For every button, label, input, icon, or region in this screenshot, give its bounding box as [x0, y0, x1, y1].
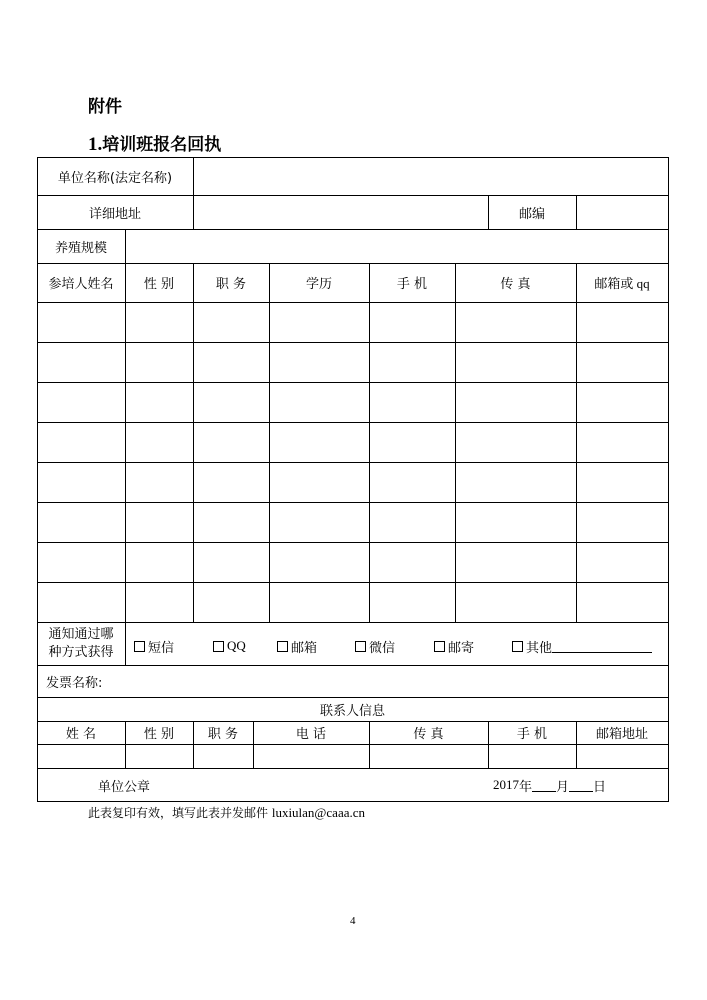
form-title-text: 培训班报名回执 [102, 135, 222, 155]
participant-cell[interactable] [456, 543, 576, 582]
participant-cell[interactable] [126, 343, 193, 382]
form-number: 1. [88, 134, 103, 155]
participant-cell[interactable] [577, 383, 668, 422]
date-line [493, 770, 606, 800]
participant-cell[interactable] [577, 343, 668, 382]
address-label: 详细地址 [88, 206, 141, 222]
contact-cell[interactable] [126, 745, 193, 768]
checkbox-icon[interactable] [213, 641, 224, 652]
participant-cell[interactable] [194, 503, 269, 542]
contact-cell[interactable] [38, 745, 125, 768]
notify-option-label: 其他 [526, 640, 553, 656]
participant-cell[interactable] [270, 303, 369, 342]
notify-label-line2: 种方式获得 [48, 645, 114, 660]
contact-section-title: 联系人信息 [319, 703, 385, 719]
notify-option-label: 短信 [148, 640, 175, 656]
date-day-char: 日 [593, 779, 607, 795]
contact-header-2: 性 别 [143, 727, 175, 742]
participant-cell[interactable] [270, 423, 369, 462]
participant-cell[interactable] [370, 463, 455, 502]
notify-option-5[interactable] [434, 634, 474, 658]
table-border-right [668, 157, 669, 802]
page-number: 4 [350, 915, 356, 927]
notify-option-label: QQ [227, 638, 246, 653]
contact-cell[interactable] [489, 745, 576, 768]
attachment-heading: 附件 [88, 97, 122, 117]
contact-header-4: 电 话 [295, 727, 327, 742]
notify-option-label: 微信 [369, 640, 396, 656]
checkbox-icon[interactable] [355, 641, 366, 652]
participant-header-7: 邮箱或 qq [594, 276, 650, 291]
participant-cell[interactable] [38, 463, 125, 502]
unit-name-field[interactable] [194, 158, 668, 195]
participant-cell[interactable] [194, 583, 269, 622]
footnote-text: 此表复印有效，填写此表并发邮件 [88, 806, 272, 820]
participant-cell[interactable] [270, 583, 369, 622]
invoice-name-label: 发票名称: [46, 675, 103, 691]
participant-cell[interactable] [38, 503, 125, 542]
unit-seal-label: 单位公章 [98, 779, 151, 795]
contact-cell[interactable] [254, 745, 369, 768]
contact-header-1: 姓 名 [65, 727, 97, 742]
month-blank[interactable] [532, 779, 556, 792]
participant-cell[interactable] [38, 543, 125, 582]
participant-cell[interactable] [194, 343, 269, 382]
participant-cell[interactable] [577, 303, 668, 342]
participant-cell[interactable] [370, 583, 455, 622]
table-line [37, 768, 669, 769]
participant-cell[interactable] [38, 583, 125, 622]
participant-cell[interactable] [370, 503, 455, 542]
address-field[interactable] [194, 196, 488, 229]
participant-cell[interactable] [456, 583, 576, 622]
invoice-name-field[interactable] [161, 666, 668, 697]
participant-cell[interactable] [126, 423, 193, 462]
table-border-bottom [37, 801, 669, 802]
notify-option-label: 邮箱 [291, 640, 318, 656]
participant-cell[interactable] [456, 383, 576, 422]
participant-cell[interactable] [38, 383, 125, 422]
participant-cell[interactable] [38, 423, 125, 462]
participant-cell[interactable] [370, 343, 455, 382]
unit-name-label: 单位名称(法定名称) [57, 170, 173, 186]
participant-header-4: 学历 [305, 277, 332, 292]
breeding-scale-field[interactable] [126, 230, 668, 263]
participant-cell[interactable] [194, 383, 269, 422]
participant-cell[interactable] [126, 303, 193, 342]
notify-option-6[interactable] [512, 634, 652, 658]
participant-cell[interactable] [270, 383, 369, 422]
breeding-scale-label: 养殖规模 [54, 240, 107, 256]
participant-header-6: 传 真 [500, 277, 531, 292]
notify-label-line1: 通知通过哪 [48, 627, 114, 642]
checkbox-icon[interactable] [434, 641, 445, 652]
contact-header-7: 邮箱地址 [595, 727, 648, 742]
participant-cell[interactable] [456, 423, 576, 462]
checkbox-icon[interactable] [277, 641, 288, 652]
participant-cell[interactable] [194, 463, 269, 502]
postcode-label: 邮编 [518, 206, 545, 222]
notify-option-4[interactable] [355, 634, 395, 658]
notify-method-label [37, 626, 125, 662]
date-year-char: 年 [519, 779, 533, 795]
participant-cell[interactable] [577, 463, 668, 502]
participant-cell[interactable] [577, 503, 668, 542]
contact-cell[interactable] [577, 745, 668, 768]
contact-header-5: 传 真 [413, 727, 444, 742]
table-line [125, 622, 126, 666]
checkbox-icon[interactable] [134, 641, 145, 652]
participant-header-5: 手 机 [396, 277, 428, 292]
date-month-char: 月 [556, 779, 570, 795]
participant-cell[interactable] [577, 543, 668, 582]
participant-header-3: 职 务 [215, 277, 247, 292]
notify-option-label: 邮寄 [448, 640, 475, 656]
participant-cell[interactable] [126, 383, 193, 422]
participant-cell[interactable] [126, 583, 193, 622]
checkbox-icon[interactable] [512, 641, 523, 652]
participant-cell[interactable] [370, 543, 455, 582]
participant-cell[interactable] [270, 543, 369, 582]
other-blank-line[interactable] [552, 640, 652, 653]
contact-email: luxiulan@caaa.cn [271, 805, 366, 820]
postcode-field[interactable] [577, 196, 668, 229]
participant-cell[interactable] [577, 423, 668, 462]
contact-cell[interactable] [370, 745, 488, 768]
date-year: 2017 [493, 777, 519, 792]
participant-cell[interactable] [38, 303, 125, 342]
notify-option-2[interactable] [213, 634, 246, 658]
footnote [88, 804, 365, 821]
participant-header-1: 参培人姓名 [48, 277, 114, 292]
notify-option-3[interactable] [277, 634, 317, 658]
participant-cell[interactable] [194, 423, 269, 462]
participant-cell[interactable] [370, 383, 455, 422]
participant-cell[interactable] [456, 463, 576, 502]
participant-header-2: 性 别 [143, 277, 175, 292]
notify-option-1[interactable] [134, 634, 174, 658]
participant-cell[interactable] [370, 303, 455, 342]
contact-header-6: 手 机 [516, 727, 548, 742]
participant-cell[interactable] [126, 503, 193, 542]
participant-cell[interactable] [270, 343, 369, 382]
participant-cell[interactable] [456, 343, 576, 382]
participant-cell[interactable] [38, 343, 125, 382]
participant-cell[interactable] [126, 463, 193, 502]
participant-cell[interactable] [270, 463, 369, 502]
form-title [88, 130, 221, 156]
table-line [37, 622, 669, 623]
participant-cell[interactable] [194, 303, 269, 342]
participant-cell[interactable] [270, 503, 369, 542]
participant-cell[interactable] [456, 503, 576, 542]
participant-cell[interactable] [126, 543, 193, 582]
day-blank[interactable] [569, 779, 593, 792]
participant-cell[interactable] [577, 583, 668, 622]
participant-cell[interactable] [456, 303, 576, 342]
contact-cell[interactable] [194, 745, 253, 768]
participant-cell[interactable] [370, 423, 455, 462]
participant-cell[interactable] [194, 543, 269, 582]
contact-header-3: 职 务 [207, 727, 239, 742]
